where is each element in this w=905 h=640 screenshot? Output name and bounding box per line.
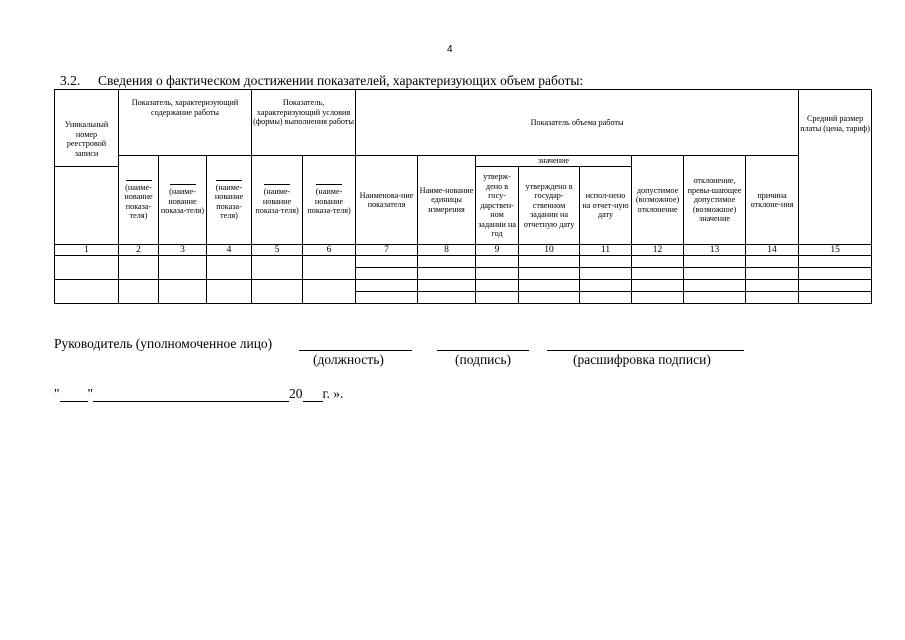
table-cell [252, 256, 303, 280]
table-cell [356, 256, 418, 268]
position-line[interactable] [299, 350, 412, 351]
table-cell [684, 268, 746, 280]
page-number: 4 [447, 44, 453, 55]
column-number: 8 [418, 245, 476, 256]
header-executed-date: испол-нено на отчет-ную дату [580, 167, 632, 245]
table-cell [632, 256, 684, 268]
table-cell [684, 292, 746, 304]
column-number: 6 [303, 245, 356, 256]
section-number: 3.2. [60, 73, 81, 88]
table-cell [746, 292, 799, 304]
header-deviation-reason: причина отклоне-ния [746, 156, 799, 245]
column-number: 3 [159, 245, 207, 256]
header-conditions-indicator-1: (наиме-нование показа-теля) [252, 156, 303, 245]
table-cell [580, 292, 632, 304]
header-allowed-deviation: допустимое (возможное) отклонение [632, 156, 684, 245]
table-cell [356, 292, 418, 304]
day-blank[interactable] [60, 389, 88, 402]
signature-caption: (подпись) [455, 352, 512, 367]
table-cell [418, 268, 476, 280]
header-volume-group: Показатель объема работы [356, 90, 799, 156]
table-cell [632, 280, 684, 292]
table-cell [356, 268, 418, 280]
year-prefix: 20 [289, 386, 303, 401]
header-unique-number: Уникальный номер реестровой записи [55, 90, 119, 167]
column-number: 7 [356, 245, 418, 256]
table-cell [746, 256, 799, 268]
table-cell [356, 280, 418, 292]
header-conditions-group: Показатель, характеризующий условия (формы) выполнения работы [252, 90, 356, 156]
header-avg-fee: Средний размер платы (цена, тариф) [799, 90, 872, 245]
header-content-indicator-2: (наиме-нование показа-теля) [159, 156, 207, 245]
header-conditions-indicator-2: (наиме-нование показа-теля) [303, 156, 356, 245]
section-heading [60, 73, 583, 89]
table-cell [476, 280, 519, 292]
table-cell [207, 280, 252, 304]
table-cell [746, 280, 799, 292]
table-cell [476, 256, 519, 268]
decode-line[interactable] [547, 350, 744, 351]
month-blank[interactable] [93, 389, 289, 402]
header-content-indicator-1: (наиме-нование показа-теля) [119, 156, 159, 245]
table-cell [799, 256, 872, 268]
column-number: 11 [580, 245, 632, 256]
signature-label: Руководитель (уполномоченное лицо) [54, 336, 273, 351]
table-cell [159, 256, 207, 280]
table-cell [799, 268, 872, 280]
table-cell [632, 292, 684, 304]
table-cell [519, 256, 580, 268]
table-cell [580, 256, 632, 268]
table-cell [476, 268, 519, 280]
column-number: 9 [476, 245, 519, 256]
table-cell [632, 268, 684, 280]
table-cell [55, 280, 119, 304]
table-cell [476, 292, 519, 304]
section-title: Сведения о фактическом достижении показателей, характеризующих объем работы: [98, 73, 584, 88]
header-indicator-name: Наименова-ние показателя [356, 156, 418, 245]
table-cell [684, 256, 746, 268]
unique-number-spacer [55, 167, 119, 245]
column-number: 15 [799, 245, 872, 256]
table-cell [119, 256, 159, 280]
header-unit-name: Наиме-нование единицы измерения [418, 156, 476, 245]
table-cell [519, 292, 580, 304]
table-cell [746, 268, 799, 280]
table-cell [252, 280, 303, 304]
table-cell [207, 256, 252, 280]
table-cell [303, 280, 356, 304]
column-number: 4 [207, 245, 252, 256]
table-row [55, 280, 872, 292]
header-content-group: Показатель, характеризующий содержание работы [119, 90, 252, 156]
table-cell [159, 280, 207, 304]
column-number: 12 [632, 245, 684, 256]
table-cell [580, 268, 632, 280]
header-value-group: значение [476, 156, 632, 167]
work-volume-table [54, 89, 872, 304]
year-blank[interactable] [303, 389, 323, 402]
column-numbers-row [55, 245, 872, 256]
column-number: 10 [519, 245, 580, 256]
header-approved-date: утверждено в государ-ственном задании на отчетную дату [519, 167, 580, 245]
date-suffix: г. ». [322, 386, 344, 401]
table-cell [55, 256, 119, 280]
column-number: 2 [119, 245, 159, 256]
table-cell [684, 280, 746, 292]
header-approved-year: утверж-дено в госу-дарствен-ном задании на год [476, 167, 519, 245]
table-cell [418, 280, 476, 292]
table-cell [799, 280, 872, 292]
signature-line[interactable] [437, 350, 529, 351]
table-cell [418, 292, 476, 304]
table-cell [303, 256, 356, 280]
table-cell [519, 268, 580, 280]
column-number: 1 [55, 245, 119, 256]
decode-caption: (расшифровка подписи) [573, 352, 711, 367]
table-cell [519, 280, 580, 292]
table-cell [580, 280, 632, 292]
quote-open: " [54, 386, 60, 401]
table-cell [799, 292, 872, 304]
table-cell [418, 256, 476, 268]
column-number: 14 [746, 245, 799, 256]
quote-close: " [87, 386, 94, 401]
header-content-indicator-3: (наиме-нование показа-теля) [207, 156, 252, 245]
column-number: 5 [252, 245, 303, 256]
date-line [54, 386, 343, 402]
column-number: 13 [684, 245, 746, 256]
table-cell [119, 280, 159, 304]
position-caption: (должность) [313, 352, 384, 367]
header-over-deviation: отклонение, превы-шающее допустимое (возможное) значение [684, 156, 746, 245]
table-row [55, 256, 872, 268]
